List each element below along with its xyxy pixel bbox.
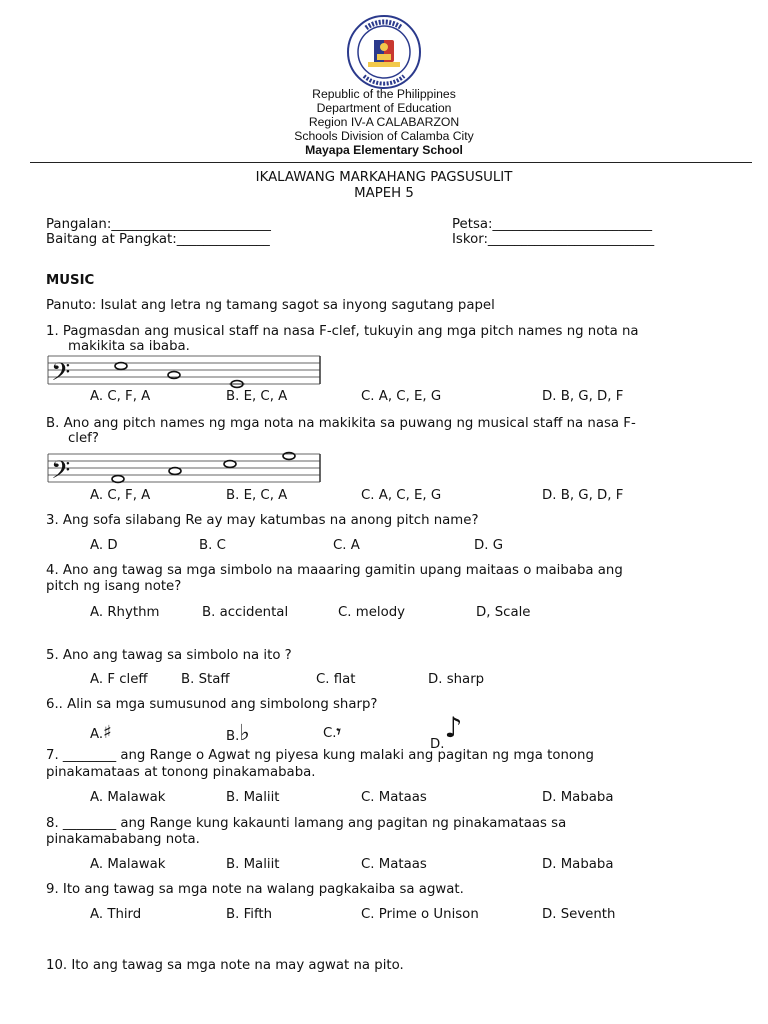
question-8-text: 8. ________ ang Range kung kakaunti lamang ang pagitan ng pinakamataas sa <box>46 816 567 831</box>
q4-option-d[interactable]: D, Scale <box>476 605 531 620</box>
staff-f-clef-1 <box>46 352 322 390</box>
q1-option-d[interactable]: D. B, G, D, F <box>542 389 624 404</box>
q6-option-d[interactable] <box>430 711 463 752</box>
question-8-text-cont: pinakamababang nota. <box>46 832 200 847</box>
q6-option-a[interactable] <box>90 722 112 743</box>
q2-option-c[interactable]: C. A, C, E, G <box>361 488 442 503</box>
q8-option-d[interactable]: D. Mababa <box>542 857 614 872</box>
header-school-name: Mayapa Elementary School <box>305 143 463 157</box>
f-clef-icon: 𝄢 <box>51 456 71 488</box>
q7-option-d[interactable]: D. Mababa <box>542 790 614 805</box>
q3-option-a[interactable]: A. D <box>90 538 118 553</box>
exam-subject: MAPEH 5 <box>354 186 414 201</box>
q3-option-b[interactable]: B. C <box>199 538 226 553</box>
question-7-text-cont: pinakamataas at tonong pinakamababa. <box>46 765 316 780</box>
deped-seal-logo <box>346 14 422 90</box>
q2-option-d[interactable]: D. B, G, D, F <box>542 488 624 503</box>
q1-option-a[interactable]: A. C, F, A <box>90 389 151 404</box>
q8-option-c[interactable]: C. Mataas <box>361 857 427 872</box>
question-9-text: 9. Ito ang tawag sa mga note na walang pagkakaiba sa agwat. <box>46 882 464 897</box>
date-field[interactable]: Petsa:________________________ <box>452 217 653 232</box>
q4-option-b[interactable]: B. accidental <box>202 605 289 620</box>
question-2-text-cont: clef? <box>68 431 99 446</box>
q2-option-a[interactable]: A. C, F, A <box>90 488 151 503</box>
question-4-text-cont: pitch ng isang note? <box>46 579 182 594</box>
q4-option-a[interactable]: A. Rhythm <box>90 605 160 620</box>
question-4-text: 4. Ano ang tawag sa mga simbolo na maaaring gamitin upang maitaas o maibaba ang <box>46 563 623 578</box>
grade-section-field[interactable]: Baitang at Pangkat:______________ <box>46 232 270 247</box>
q5-option-a[interactable]: A. F cleff <box>90 672 148 687</box>
q5-option-d[interactable]: D. sharp <box>428 672 485 687</box>
q6-option-b-label: B. <box>226 729 240 744</box>
header-line-department: Department of Education <box>316 101 452 115</box>
q4-option-c[interactable]: C. melody <box>338 605 406 620</box>
header-line-division: Schools Division of Calamba City <box>294 129 474 143</box>
staff-f-clef-2 <box>46 450 322 488</box>
q3-option-c[interactable]: C. A <box>333 538 360 553</box>
q6-option-c[interactable] <box>323 722 341 742</box>
score-field[interactable]: Iskor:_________________________ <box>452 232 655 247</box>
exam-title: IKALAWANG MARKAHANG PAGSUSULIT <box>255 170 513 185</box>
header-line-region: Region IV-A CALABARZON <box>308 115 460 129</box>
flat-icon: ♭ <box>239 720 250 746</box>
sharp-icon: ♯ <box>103 722 112 743</box>
q6-option-b[interactable] <box>226 720 250 746</box>
q5-option-b[interactable]: B. Staff <box>181 672 230 687</box>
question-2-text: B. Ano ang pitch names ng mga nota na makikita sa puwang ng musical staff na nasa F- <box>46 416 636 431</box>
q7-option-c[interactable]: C. Mataas <box>361 790 427 805</box>
q2-option-b[interactable]: B. E, C, A <box>226 488 288 503</box>
q7-option-b[interactable]: B. Maliit <box>226 790 280 805</box>
q8-option-a[interactable]: A. Malawak <box>90 857 166 872</box>
q9-option-c[interactable]: C. Prime o Unison <box>361 907 479 922</box>
q1-option-b[interactable]: B. E, C, A <box>226 389 288 404</box>
header-line-republic: Republic of the Philippines <box>312 87 456 101</box>
eighth-rest-icon: 𝄾 <box>336 722 341 741</box>
f-clef-icon: 𝄢 <box>51 358 71 390</box>
q5-option-c[interactable]: C. flat <box>316 672 356 687</box>
question-7-text: 7. ________ ang Range o Agwat ng piyesa kung malaki ang pagitan ng mga tonong <box>46 748 594 763</box>
question-3-text: 3. Ang sofa silabang Re ay may katumbas na anong pitch name? <box>46 513 479 528</box>
eighth-note-icon: ♪ <box>444 711 463 744</box>
section-title: MUSIC <box>46 273 95 288</box>
q8-option-b[interactable]: B. Maliit <box>226 857 280 872</box>
q9-option-d[interactable]: D. Seventh <box>542 907 616 922</box>
question-6-text: 6.. Alin sa mga sumusunod ang simbolong sharp? <box>46 697 378 712</box>
q9-option-b[interactable]: B. Fifth <box>226 907 273 922</box>
q7-option-a[interactable]: A. Malawak <box>90 790 166 805</box>
question-1-text-cont: makikita sa ibaba. <box>68 339 190 354</box>
q6-option-d-label: D. <box>430 737 445 752</box>
q6-option-c-label: C. <box>323 726 337 741</box>
question-1-text: 1. Pagmasdan ang musical staff na nasa F-clef, tukuyin ang mga pitch names ng nota na <box>46 324 639 339</box>
q1-option-c[interactable]: C. A, C, E, G <box>361 389 442 404</box>
q6-option-a-label: A. <box>90 727 104 742</box>
question-5-text: 5. Ano ang tawag sa simbolo na ito ? <box>46 648 292 663</box>
header-divider <box>30 162 752 163</box>
q9-option-a[interactable]: A. Third <box>90 907 142 922</box>
name-field[interactable]: Pangalan:________________________ <box>46 217 271 232</box>
question-10-text: 10. Ito ang tawag sa mga note na may agwat na pito. <box>46 958 404 973</box>
instructions: Panuto: Isulat ang letra ng tamang sagot sa inyong sagutang papel <box>46 298 495 313</box>
q3-option-d[interactable]: D. G <box>474 538 503 553</box>
